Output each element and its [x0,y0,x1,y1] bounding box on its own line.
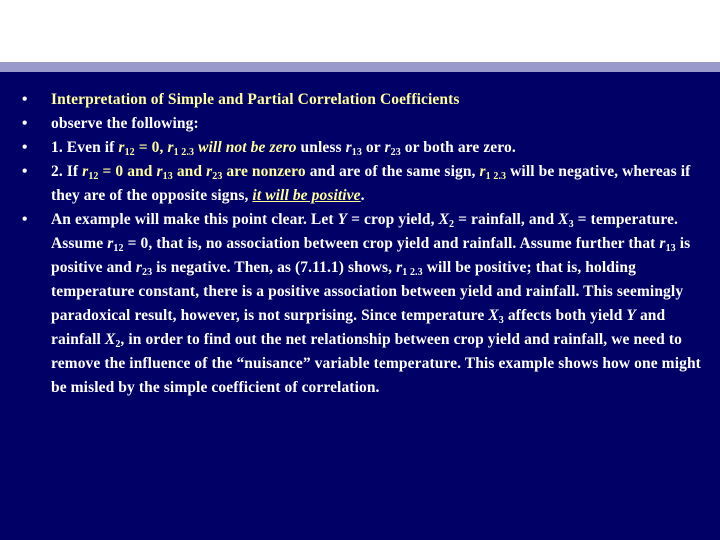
text-run: is positive and [51,235,691,276]
text-run: is negative. Then, as (7.11.1) shows, [152,259,397,276]
bullet-marker: • [22,211,28,228]
subscript: 12 [124,147,135,158]
text-run: affects both yield [503,307,627,324]
subscript: 2 [449,219,455,230]
text-run: Y [337,211,348,228]
bullet-item [22,208,702,400]
bullet-text [51,160,702,208]
text-run: r [135,259,142,276]
bullet-marker: • [22,91,28,108]
text-run: X [558,211,569,228]
text-run: 2. If [51,163,83,180]
text-run: = 0, [134,139,168,156]
subscript: 12 [88,171,99,182]
text-run: r [82,163,89,180]
bullet-marker: • [22,139,28,156]
text-run: X [104,331,116,348]
text-run: or [361,139,385,156]
subscript: 3 [498,315,504,326]
text-run: and are of the same sign, [305,163,480,180]
text-run: X [488,307,499,324]
header-stripe [0,62,720,72]
text-run: r [345,139,352,156]
text-run: are nonzero [222,163,306,180]
top-band [0,0,720,62]
bullet-item [22,160,702,208]
subscript: 2 [115,339,121,350]
bullet-item [22,136,702,160]
text-run: will be negative, whereas if they are of the opposite signs, [51,163,691,204]
text-run: = temperature. Assume [51,211,679,252]
text-run: r [156,163,163,180]
text-run: r [118,139,125,156]
text-run: or both are zero. [400,139,516,156]
bullet-text [51,208,702,400]
subscript: 23 [212,171,223,182]
text-run: , in order to find out the net relationship between crop yield and rainfall, we need to remove the influence of the “nuisance” variable temperature. This example shows how one might be misled by the simple coefficient of correlation. [51,331,701,396]
slide-heading: Interpretation of Simple and Partial Correlation Coefficients [51,91,460,108]
bullet-text [51,136,702,160]
text-run: . [360,187,365,204]
text-run: r [384,139,391,156]
subscript: 12 [113,243,124,254]
text-run: An example will make this point clear. Let [51,211,338,228]
bullet-item [22,88,702,112]
bullet-marker: • [22,163,28,180]
text-run: will be positive; that is, holding temperature constant, there is a positive association between yield and rainfall. This seemingly paradoxical result, however, is not surprising. Since temperature [51,259,684,324]
subscript: 1 2.3 [485,171,507,182]
bullet-marker: • [22,115,28,132]
subscript: 3 [568,219,574,230]
subscript: 13 [665,243,676,254]
text-run: = 0, that is, no association between crop yield and rainfall. Assume further that [123,235,660,252]
text-run: it will be positive [252,187,361,204]
bullet-item [22,112,702,136]
subscript: 13 [162,171,173,182]
text-run: = 0 and [98,163,157,180]
subscript: 1 2.3 [402,267,423,278]
text-run: = rainfall, and [454,211,559,228]
subscript: 13 [351,147,362,158]
text-run: will not be zero [194,139,297,156]
text-run: r [659,235,666,252]
text-run: r [107,235,114,252]
slide-body [22,88,702,400]
bullet-text: observe the following: [51,115,199,132]
subscript: 1 2.3 [173,147,195,158]
text-run: r [396,259,403,276]
text-run: r [479,163,486,180]
text-run: r [206,163,213,180]
text-run: 1. Even if [51,139,119,156]
text-run: and rainfall [51,307,666,348]
text-run: r [167,139,174,156]
text-run: and [172,163,207,180]
text-run: = crop yield, [347,211,439,228]
text-run: Y [626,307,636,324]
text-run: X [438,211,450,228]
text-run: unless [296,139,346,156]
subscript: 23 [142,267,153,278]
subscript: 23 [390,147,401,158]
